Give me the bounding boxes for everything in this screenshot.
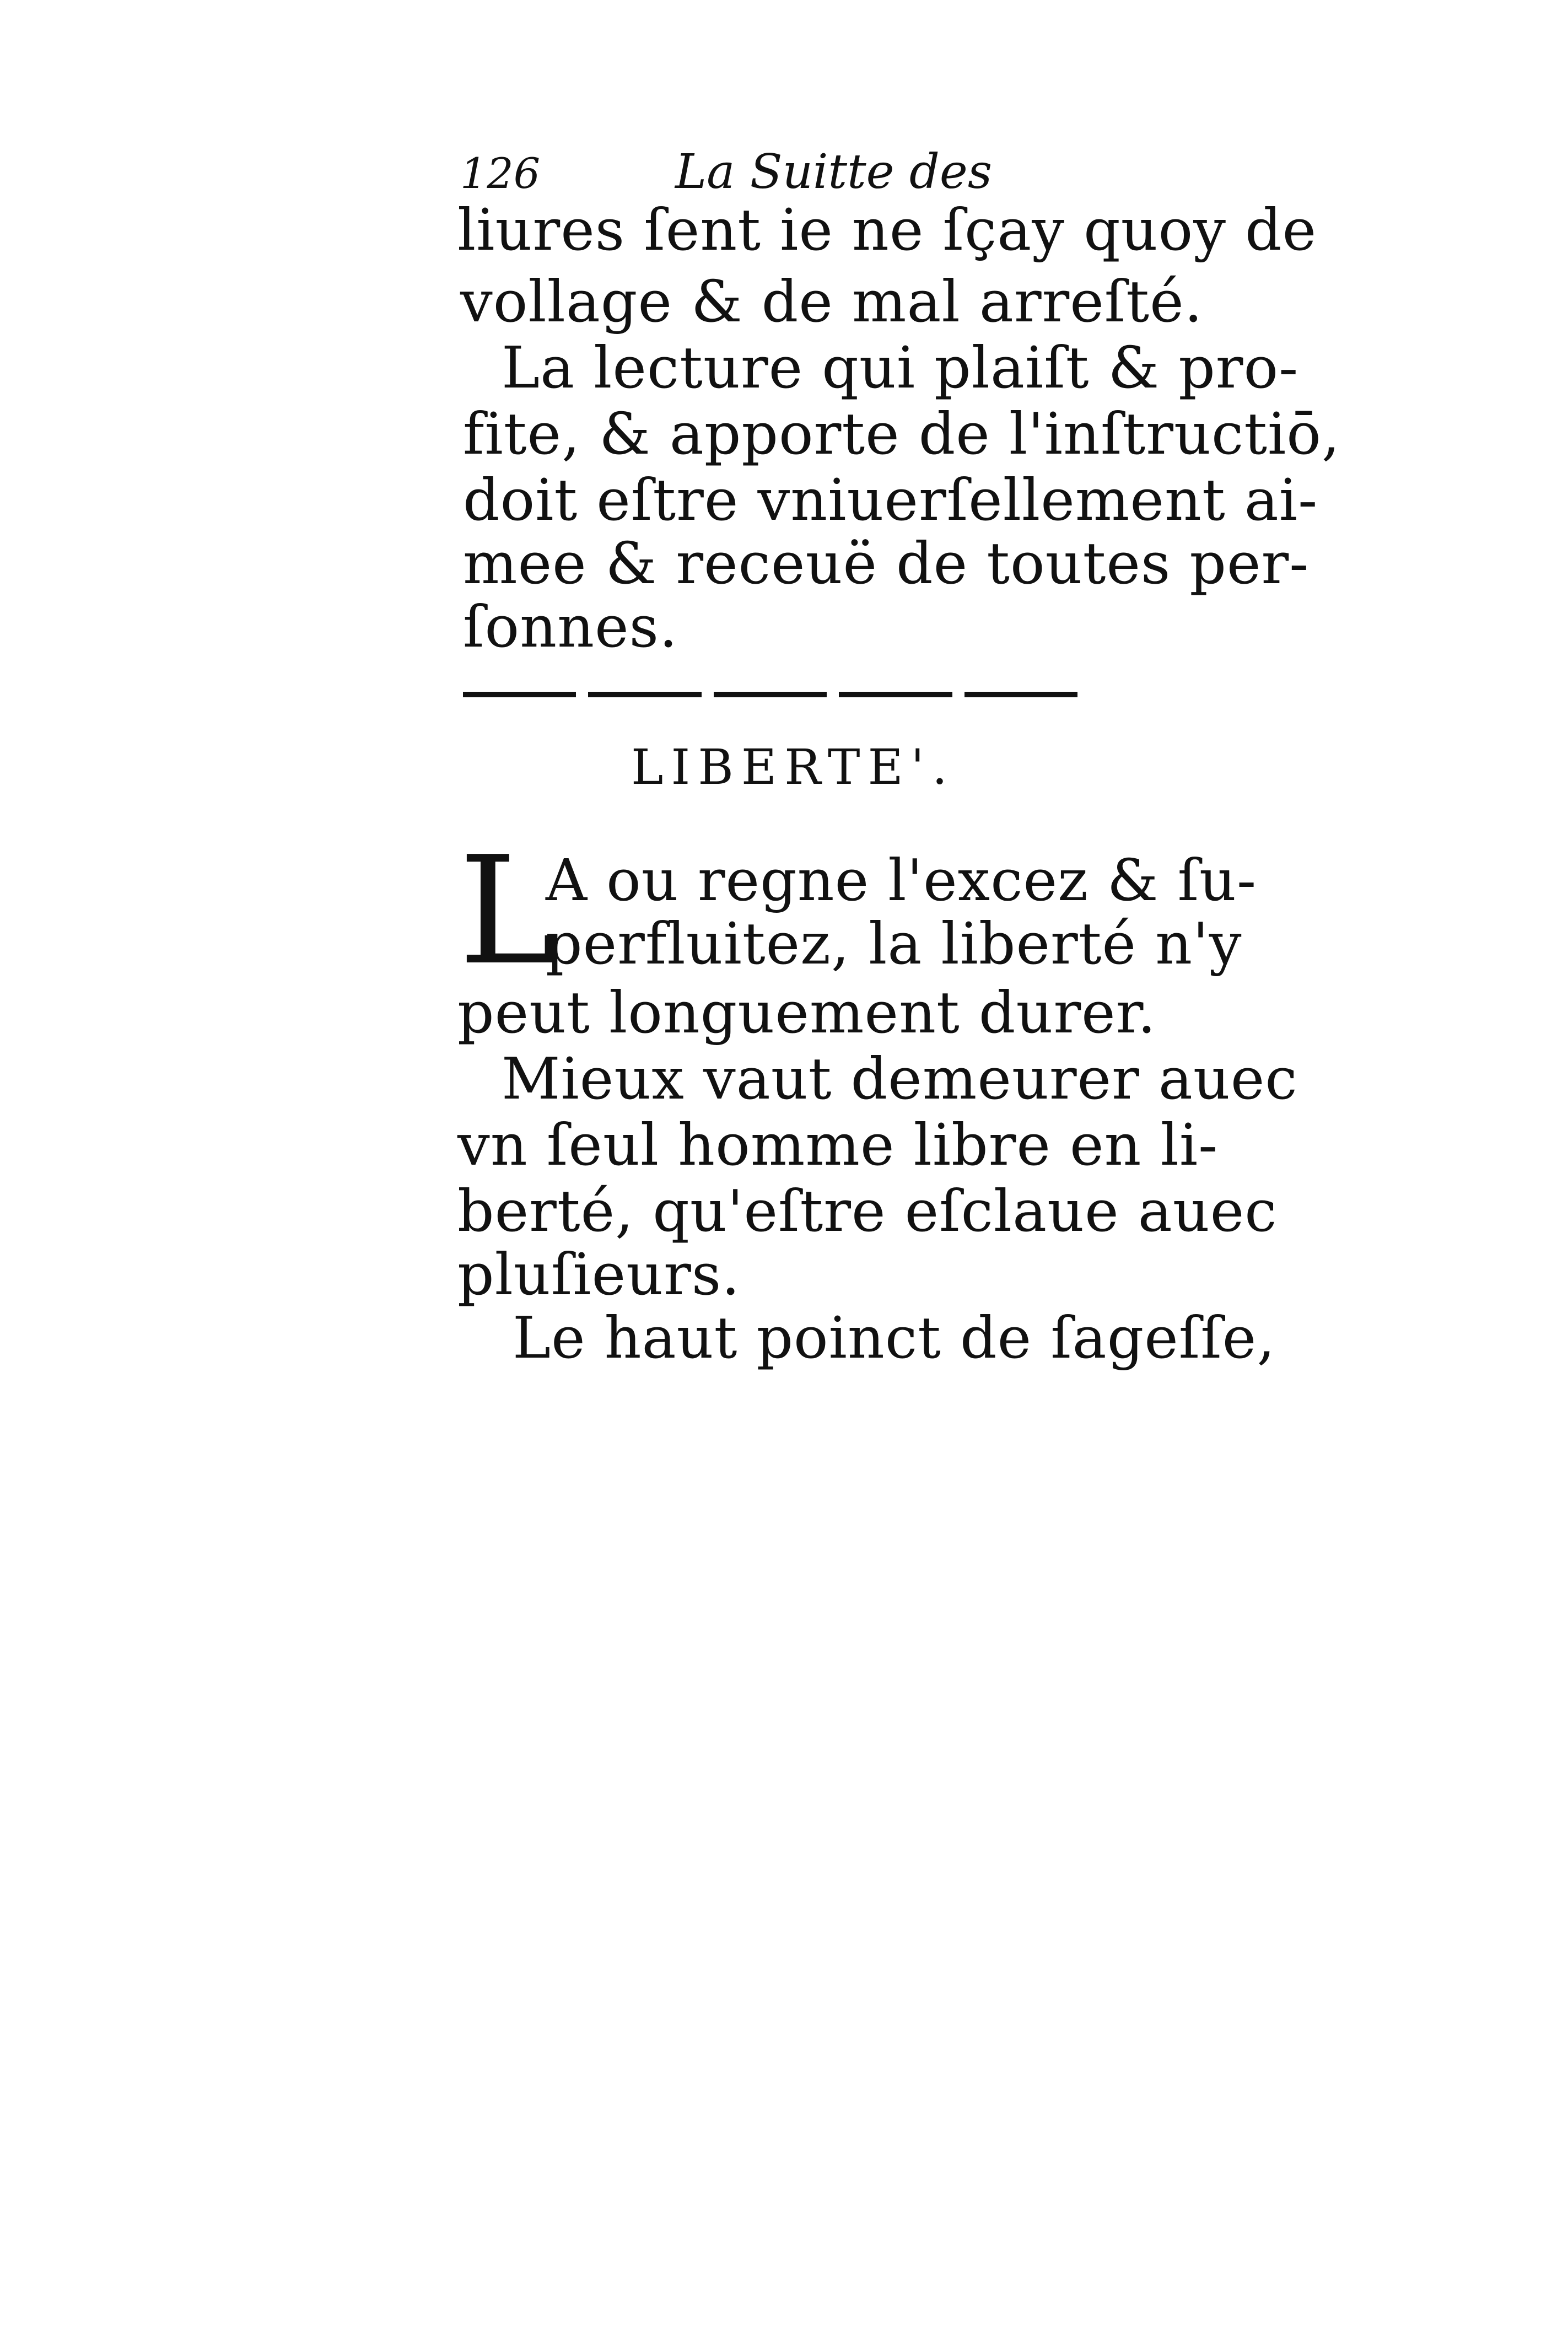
- running-title: La Suitte des: [675, 144, 992, 200]
- text-line: berté, qu'eſtre eſclaue auec: [457, 1177, 1278, 1245]
- divider-segment: [463, 692, 576, 697]
- divider-segment: [588, 692, 701, 697]
- text-line: doit eſtre vniuerſellement ai-: [463, 466, 1318, 534]
- text-line: ſonnes.: [463, 593, 678, 660]
- text-line: Le haut poinct de ſageſſe,: [513, 1304, 1276, 1371]
- divider-segment: [714, 692, 827, 697]
- text-line: vn ſeul homme libre en li-: [457, 1111, 1219, 1178]
- page-number: 126: [460, 149, 541, 198]
- text-line: mee & receuë de toutes per-: [463, 530, 1310, 597]
- text-line: A ou regne l'excez & ſu-: [546, 847, 1257, 914]
- text-line: fite, & apporte de l'inſtructiō,: [463, 400, 1340, 467]
- text-line: Mieux vaut demeurer auec: [502, 1045, 1298, 1112]
- divider-segment: [964, 692, 1077, 697]
- section-title: LIBERTE'.: [631, 739, 955, 795]
- section-divider: [463, 692, 1077, 697]
- text-line: perfluitez, la liberté n'y: [546, 910, 1242, 977]
- text-line: pluſieurs.: [457, 1241, 741, 1308]
- text-line: liures ſent ie ne ſçay quoy de: [457, 196, 1317, 263]
- text-line: La lecture qui plaiſt & pro-: [502, 334, 1299, 401]
- text-line: vollage & de mal arreſté.: [460, 268, 1203, 335]
- divider-segment: [839, 692, 952, 697]
- drop-cap-letter: L: [459, 824, 558, 998]
- text-line: peut longuement durer.: [457, 979, 1157, 1046]
